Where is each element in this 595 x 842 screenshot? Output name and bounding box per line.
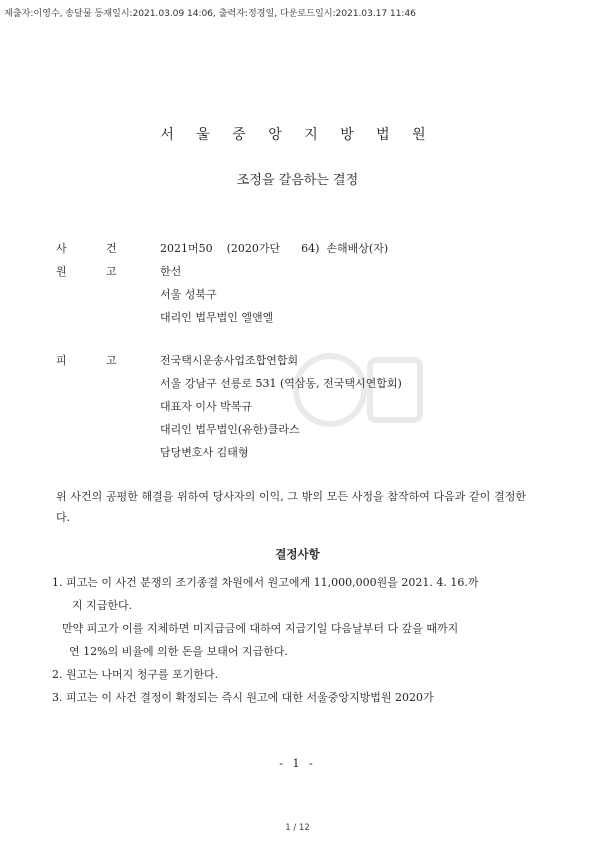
decision-item-1-line-1: 1. 피고는 이 사건 분쟁의 조기종결 차원에서 원고에게 11,000,000원을 2021. 4. 16.까 xyxy=(52,576,479,589)
page-number: - 1 - xyxy=(279,757,316,770)
case-label-2: 건 xyxy=(106,242,117,255)
defendant-label-1: 피 xyxy=(56,354,67,367)
defendant-address: 서울 강남구 선릉로 531 (역삼동, 전국택시연합회) xyxy=(160,377,402,390)
decision-item-1-line-3: 만약 피고가 이를 지체하면 미지급금에 대하여 지급기일 다음날부터 다 갚을 때까지 xyxy=(62,622,459,635)
defendant-representative: 대표자 이사 박복규 xyxy=(160,400,253,413)
case-label-1: 사 xyxy=(56,242,67,255)
decision-item-1-line-4: 연 12%의 비율에 의한 돈을 보태어 지급한다. xyxy=(69,645,288,658)
court-name: 서 울 중 앙 지 방 법 원 xyxy=(160,127,435,143)
document-title: 조정을 갈음하는 결정 xyxy=(236,173,359,188)
decision-section-title: 결정사항 xyxy=(275,547,320,561)
decision-item-2: 2. 원고는 나머지 청구를 포기한다. xyxy=(52,668,219,681)
case-value: 2021머50 (2020가단 64) 손해배상(자) xyxy=(160,242,389,255)
plaintiff-address: 서울 성북구 xyxy=(160,288,217,301)
decision-item-1-line-2: 지 지급한다. xyxy=(72,599,133,612)
defendant-lawyer: 담당변호사 김태형 xyxy=(160,446,249,459)
defendant-label-2: 고 xyxy=(106,354,117,367)
plaintiff-name: 한선 xyxy=(160,265,182,278)
defendant-name: 전국택시운송사업조합연합회 xyxy=(160,354,299,367)
defendant-agent: 대리인 법무법인(유한)클라스 xyxy=(160,423,300,436)
decision-item-3: 3. 피고는 이 사건 결정이 확정되는 즉시 원고에 대한 서울중앙지방법원 2020가 xyxy=(52,691,434,704)
plaintiff-label-1: 원 xyxy=(56,265,67,278)
submission-header: 제출자:이영수, 송달물 등재일시:2021.03.09 14:06, 출력자:정경일, 다운로드일시:2021.03.17 11:46 xyxy=(4,8,416,19)
intro-paragraph: 위 사건의 공평한 해결을 위하여 당사자의 이익, 그 밖의 모든 사정을 참작하여 다음과 같이 결정한다. xyxy=(56,490,526,524)
page-count: 1 / 12 xyxy=(285,823,310,833)
plaintiff-label-2: 고 xyxy=(106,265,117,278)
plaintiff-agent: 대리인 법무법인 엘앤엘 xyxy=(160,311,274,324)
